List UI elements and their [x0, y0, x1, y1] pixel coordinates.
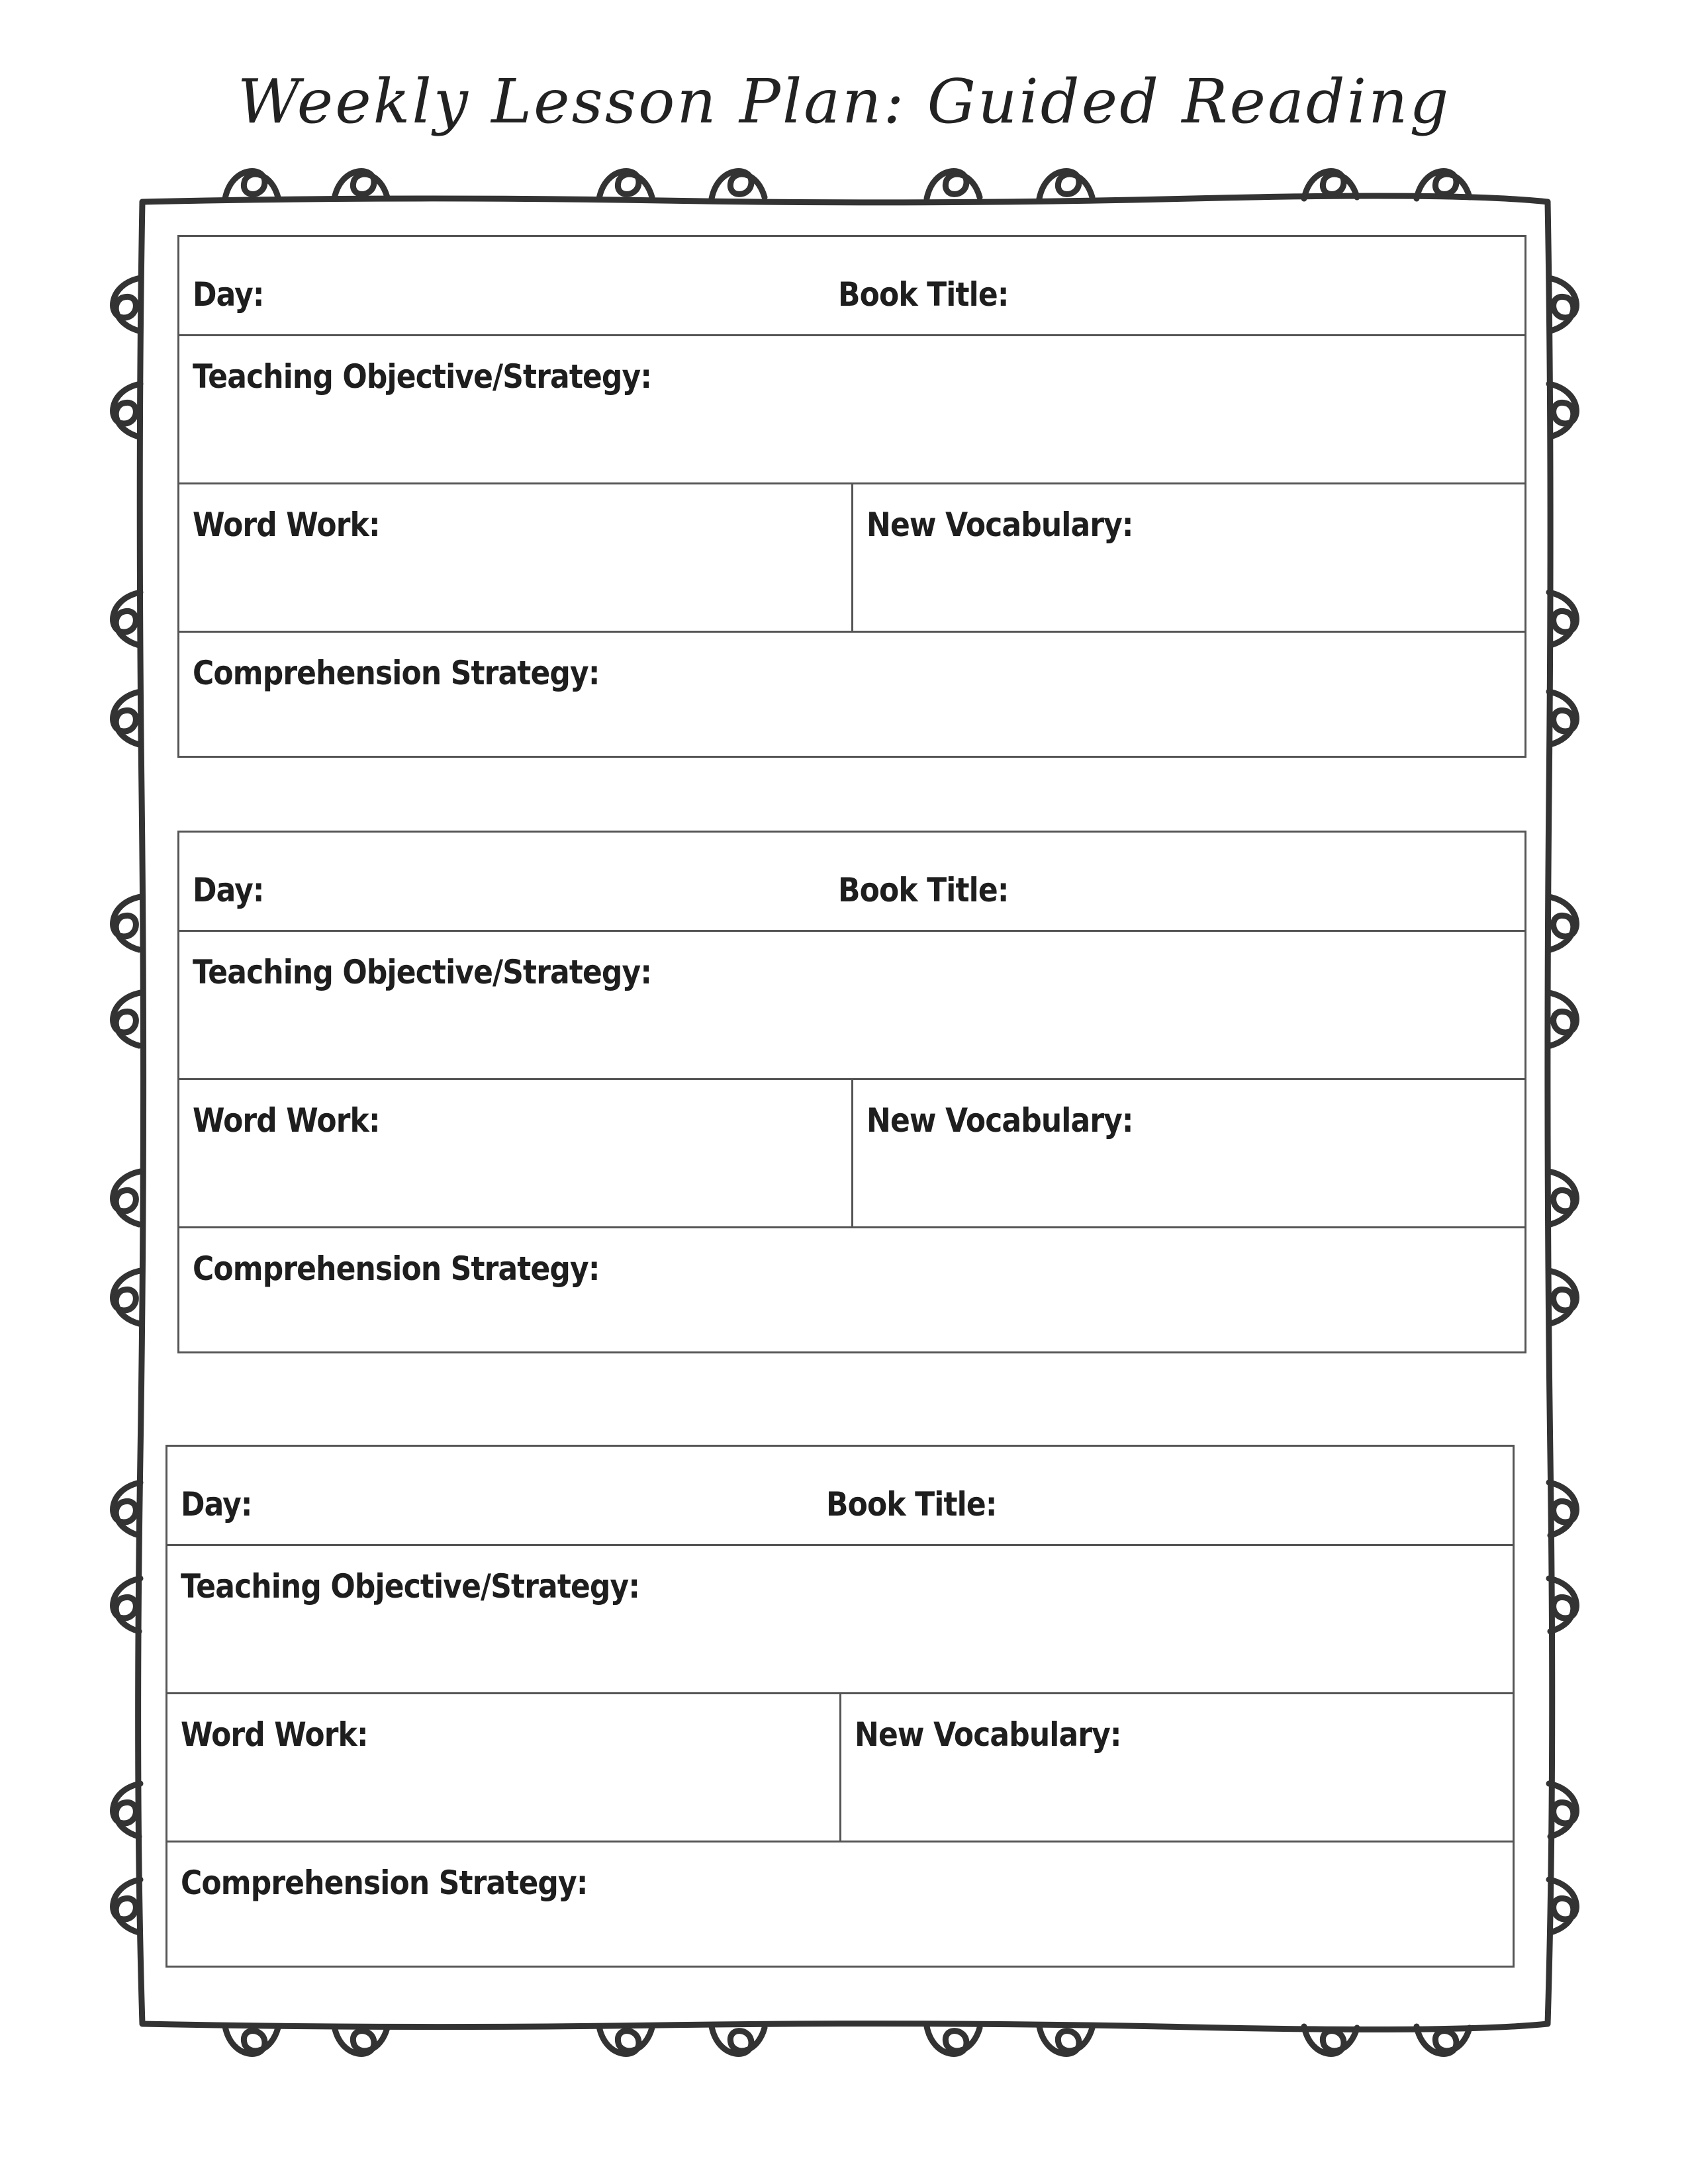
comprehension-strategy-field[interactable] [167, 1843, 1513, 1966]
book-title-label: Book Title: [838, 871, 1009, 909]
teaching-objective-label: Teaching Objective/Strategy: [193, 357, 652, 396]
word-work-label: Word Work: [193, 1101, 380, 1140]
new-vocabulary-field[interactable] [853, 484, 1524, 631]
page-title: Weekly Lesson Plan: Guided Reading [237, 66, 1451, 137]
lesson-block-2 [177, 831, 1526, 1353]
frame-right-edge [1548, 202, 1552, 2024]
day-row [179, 833, 1524, 932]
comprehension-strategy-label: Comprehension Strategy: [193, 654, 600, 692]
new-vocabulary-field[interactable] [853, 1080, 1524, 1226]
word-work-field[interactable] [167, 1694, 841, 1841]
book-title-label: Book Title: [838, 275, 1009, 314]
frame-left-edge [138, 202, 144, 2024]
book-title-label: Book Title: [826, 1485, 997, 1524]
new-vocabulary-field[interactable] [841, 1694, 1513, 1841]
word-vocab-row [179, 484, 1524, 633]
new-vocabulary-label: New Vocabulary: [867, 1101, 1133, 1140]
word-vocab-row [167, 1694, 1513, 1843]
comprehension-strategy-field[interactable] [179, 633, 1524, 756]
teaching-objective-field[interactable] [167, 1546, 1513, 1694]
word-work-label: Word Work: [193, 506, 380, 544]
frame-top-edge [142, 196, 1548, 203]
lesson-block-1 [177, 235, 1526, 758]
word-work-field[interactable] [179, 484, 853, 631]
teaching-objective-label: Teaching Objective/Strategy: [193, 953, 652, 991]
word-work-field[interactable] [179, 1080, 853, 1226]
comprehension-strategy-label: Comprehension Strategy: [193, 1250, 600, 1288]
day-row [167, 1447, 1513, 1546]
comprehension-strategy-field[interactable] [179, 1228, 1524, 1351]
teaching-objective-label: Teaching Objective/Strategy: [181, 1567, 640, 1606]
day-row [179, 237, 1524, 336]
day-label: Day: [181, 1485, 252, 1524]
teaching-objective-field[interactable] [179, 336, 1524, 484]
day-label: Day: [193, 275, 264, 314]
day-label: Day: [193, 871, 264, 909]
teaching-objective-field[interactable] [179, 932, 1524, 1080]
new-vocabulary-label: New Vocabulary: [855, 1715, 1121, 1754]
word-work-label: Word Work: [181, 1715, 368, 1754]
word-vocab-row [179, 1080, 1524, 1228]
new-vocabulary-label: New Vocabulary: [867, 506, 1133, 544]
comprehension-strategy-label: Comprehension Strategy: [181, 1864, 588, 1902]
lesson-block-3 [165, 1445, 1515, 1968]
frame-bottom-edge [142, 2024, 1548, 2030]
